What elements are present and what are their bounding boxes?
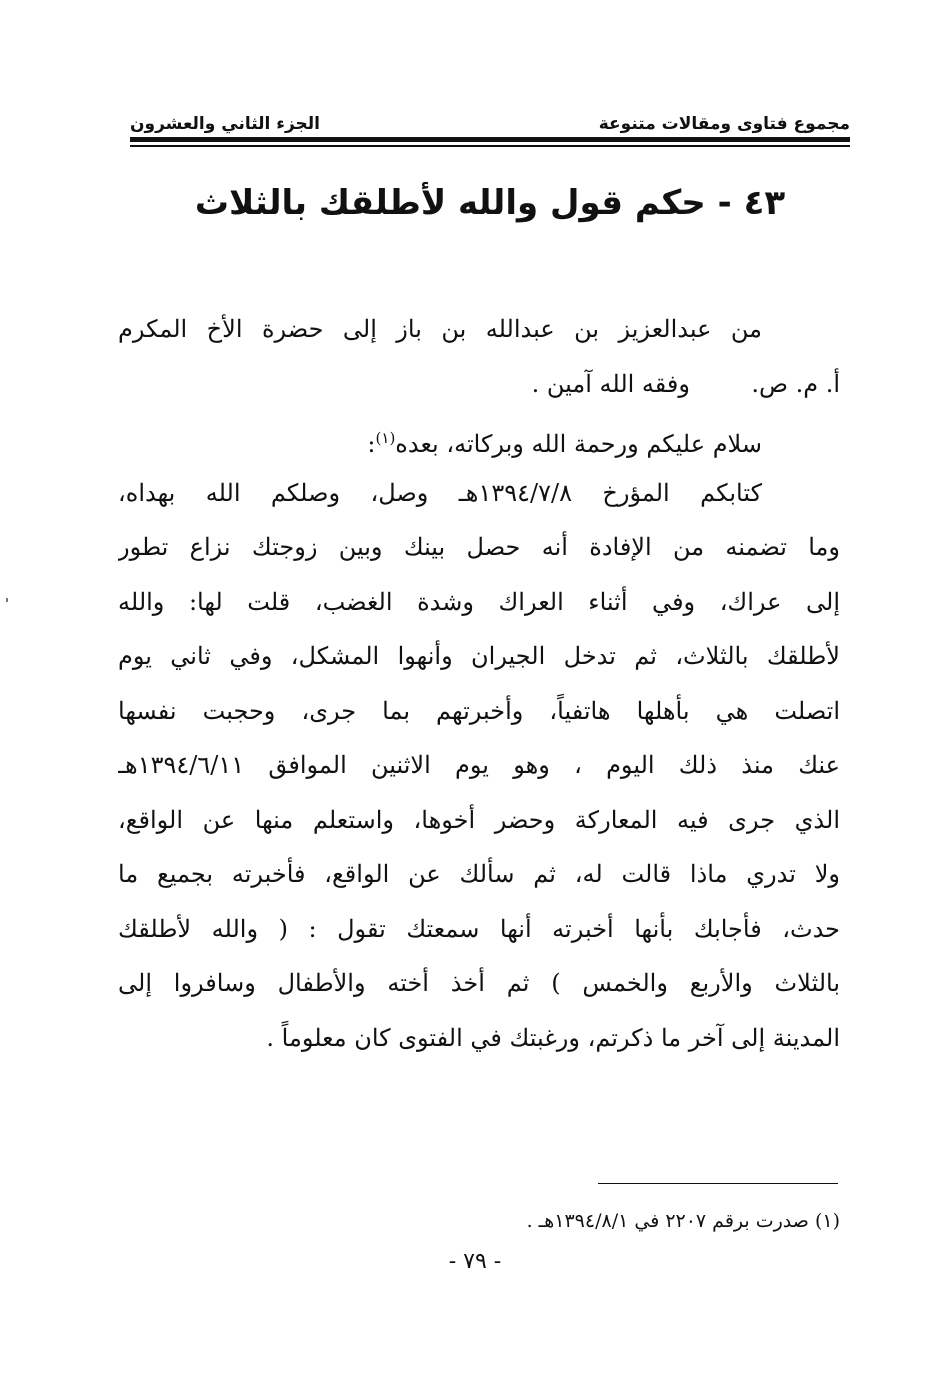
paragraph-line: بالثلاث والأربع والخمس ) ثم أخذ أخته والأطفال وسافروا إلى xyxy=(118,969,840,997)
greeting-line xyxy=(118,411,840,466)
greeting-colon: : xyxy=(367,430,376,458)
footnote xyxy=(330,1206,840,1236)
paragraph-line: الذي جرى فيه المعاركة وحضر أخوها، واستعلم منها عن الواقع، xyxy=(118,805,840,834)
book-title: مجموع فتاوى ومقالات متنوعة xyxy=(598,114,850,134)
paragraph-line: المدينة إلى آخر ما ذكرتم، ورغبتك في الفتوى كان معلوماً . xyxy=(266,1023,840,1052)
letter-body xyxy=(118,302,840,1065)
scan-speck xyxy=(6,598,8,602)
footnote-separator xyxy=(598,1183,838,1184)
opening-line: من عبدالعزيز بن عبدالله بن باز إلى حضرة الأخ المكرم xyxy=(118,315,762,343)
paragraph-line: اتصلت هي بأهلها هاتفياً، وأخبرتهم بما جرى، وحجبت نفسها xyxy=(118,696,840,725)
blessing: وفقه الله آمين . xyxy=(531,369,690,398)
header-rule-secondary xyxy=(130,145,850,147)
footnote-marker: (١) xyxy=(375,429,396,447)
paragraph-line: لأطلقك بالثلاث، ثم تدخل الجيران وأنهوا المشكل، وفي ثاني يوم xyxy=(118,642,840,670)
paragraph-line: عنك منذ ذلك اليوم ، وهو يوم الاثنين الموافق ١٣٩٤/٦/١١هـ xyxy=(118,751,840,779)
header-rule xyxy=(130,137,850,142)
chapter-title: ٤٣ - حكم قول والله لأطلقك بالثلاث xyxy=(194,183,786,223)
footnote-text: صدرت برقم ٢٢٠٧ في ١٣٩٤/٨/١هـ . xyxy=(526,1210,809,1232)
greeting-text: سلام عليكم ورحمة الله وبركاته، بعده xyxy=(395,430,762,458)
paragraph-line: ولا تدري ماذا قالت له، ثم سألك عن الواقع، فأخبرته بجميع ما xyxy=(118,860,840,888)
paragraph-line: كتابكم المؤرخ ١٣٩٤/٧/٨هـ وصل، وصلكم الله بهداه، xyxy=(118,478,762,507)
recipient-name: أ. م. ص. xyxy=(751,369,840,398)
volume-label: الجزء الثاني والعشرون xyxy=(130,114,321,134)
running-header xyxy=(130,100,850,134)
recipient-line xyxy=(118,357,840,412)
page-number: - ٧٩ - xyxy=(448,1249,502,1274)
paragraph-line: إلى عراك، وفي أثناء العراك وشدة الغضب، قلت لها: والله xyxy=(118,587,840,616)
paragraph-line: حدث، فأجابك بأنها أخبرته أنها سمعتك تقول : ( والله لأطلقك xyxy=(118,914,840,943)
footnote-number: (١) xyxy=(814,1210,840,1232)
paragraph-line: وما تضمنه من الإفادة أنه حصل بينك وبين زوجتك نزاع تطور xyxy=(118,533,840,561)
